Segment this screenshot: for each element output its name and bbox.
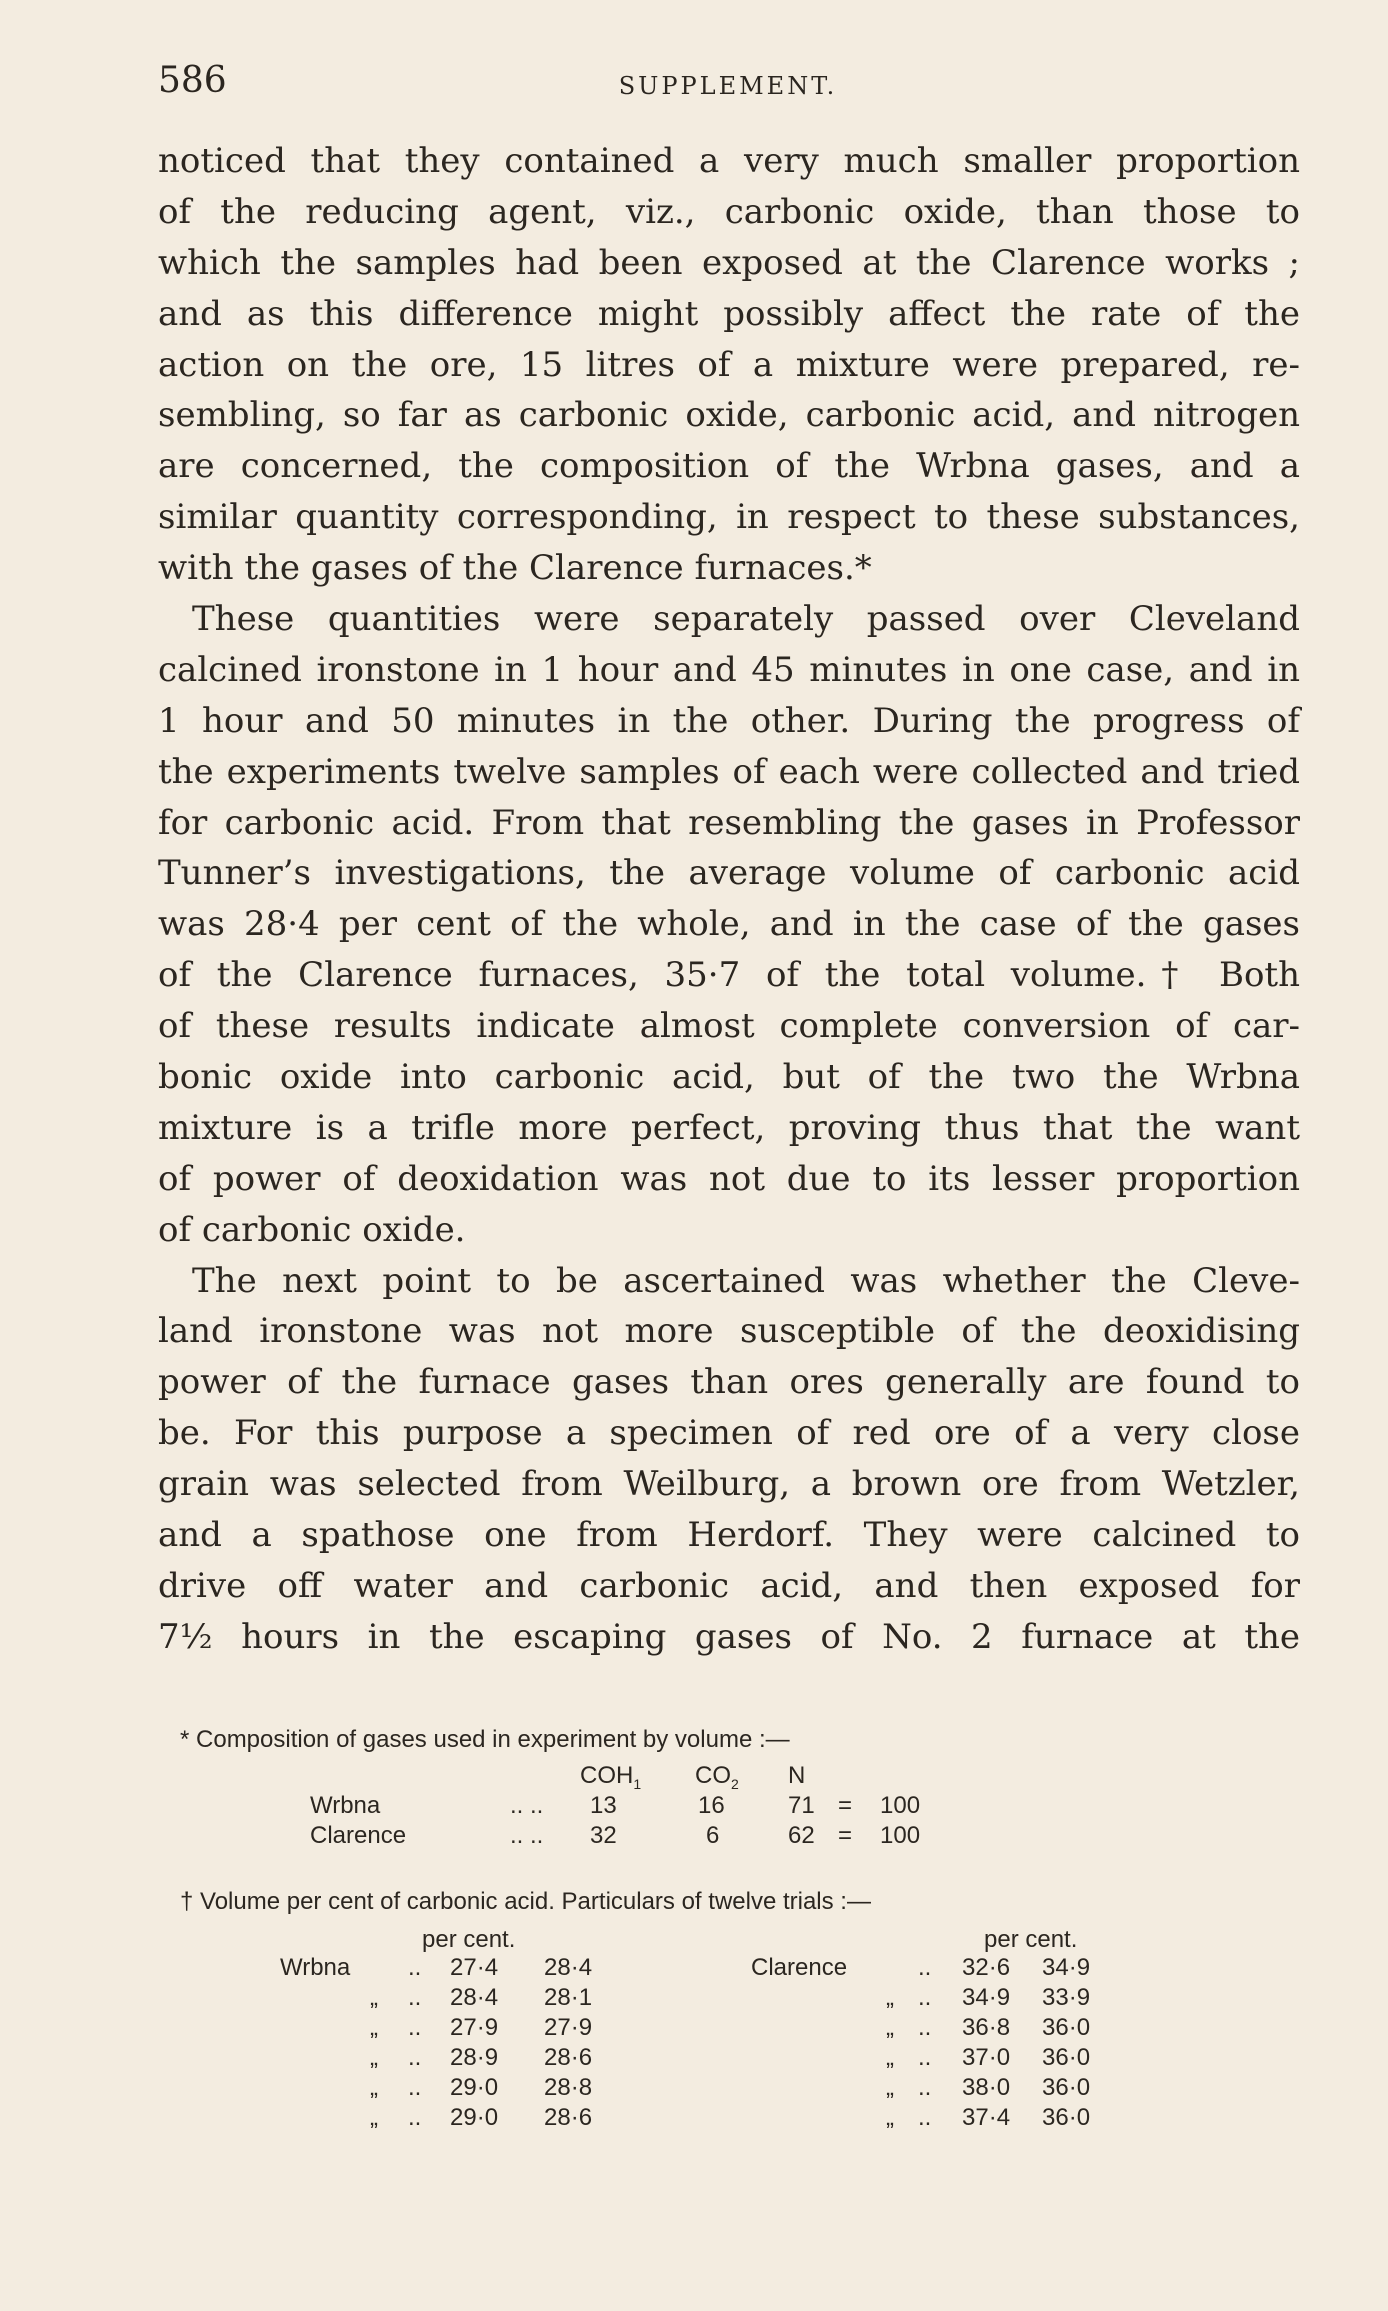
- row-label: Wrbna: [310, 1792, 381, 1819]
- text-line: power of the furnace gases than ores generally are found to: [158, 1362, 1300, 1403]
- left-label: „: [370, 1984, 378, 2011]
- body-text: [158, 136, 1300, 1663]
- text-line: noticed that they contained a very much smaller proportion: [158, 141, 1300, 181]
- row-dots: .. ..: [510, 1822, 544, 1849]
- wrbna-value-b: 28·8: [544, 2074, 593, 2101]
- left-label: „: [370, 2014, 378, 2041]
- left-label: „: [370, 2074, 378, 2101]
- clarence-value-c: 38·0: [962, 2074, 1011, 2101]
- text-line: action on the ore, 15 litres of a mixture were prepared, re-: [158, 344, 1300, 385]
- right-label: „: [886, 2104, 894, 2131]
- clarence-value-c: 34·9: [962, 1984, 1011, 2011]
- text-line: was 28·4 per cent of the whole, and in the case of the gases: [158, 904, 1300, 945]
- text-line: These quantities were separately passed over Cleveland: [192, 599, 1300, 640]
- wrbna-value-b: 27·9: [544, 2014, 593, 2041]
- header-co2-subscript: 2: [731, 1775, 739, 1792]
- text-line: land ironstone was not more susceptible of the deoxidising: [158, 1311, 1300, 1352]
- right-label: „: [886, 2074, 894, 2101]
- text-line: of these results indicate almost complete conversion of car-: [158, 1006, 1300, 1047]
- wrbna-value-b: 28·6: [544, 2044, 593, 2071]
- left-label: „: [370, 2044, 378, 2071]
- n-value: 62: [788, 1822, 815, 1849]
- right-label: „: [886, 2044, 894, 2071]
- text-line: grain was selected from Weilburg, a brown ore from Wetzler,: [158, 1464, 1300, 1505]
- footnote-trials-title: † Volume per cent of carbonic acid. Particulars of twelve trials :—: [180, 1888, 871, 1915]
- wrbna-value-a: 28·9: [450, 2044, 499, 2071]
- text-line: bonic oxide into carbonic acid, but of the two the Wrbna: [158, 1057, 1300, 1098]
- clarence-value-d: 36·0: [1042, 2014, 1091, 2041]
- right-dots: ..: [918, 2074, 932, 2101]
- clarence-value-d: 33·9: [1042, 1984, 1091, 2011]
- wrbna-value-a: 28·4: [450, 1984, 499, 2011]
- text-line: are concerned, the composition of the Wrbna gases, and a: [158, 446, 1300, 487]
- text-line: and as this difference might possibly affect the rate of the: [158, 293, 1300, 334]
- page-number: 586: [158, 60, 227, 101]
- wrbna-value-a: 27·9: [450, 2014, 499, 2041]
- row-dots: .. ..: [510, 1792, 544, 1819]
- trials-row: [310, 2043, 1310, 2073]
- text-line: 1 hour and 50 minutes in the other. During the progress of: [158, 700, 1300, 741]
- page-header: [158, 60, 1298, 110]
- left-dots: ..: [408, 2074, 422, 2101]
- text-line: calcined ironstone in 1 hour and 45 minutes in one case, and in: [158, 649, 1300, 690]
- running-head: SUPPLEMENT.: [618, 72, 838, 100]
- row-label: Clarence: [310, 1822, 407, 1849]
- text-line: and a spathose one from Herdorf. They were calcined to: [158, 1515, 1300, 1556]
- text-line: with the gases of the Clarence furnaces.*: [158, 548, 872, 589]
- composition-header-row: [380, 1761, 1280, 1791]
- trials-row: [310, 2013, 1310, 2043]
- wrbna-value-b: 28·6: [544, 2104, 593, 2131]
- n-value: 71: [788, 1792, 815, 1819]
- composition-row: [310, 1821, 1280, 1851]
- coh-value: 13: [590, 1792, 617, 1819]
- text-line: 7½ hours in the escaping gases of No. 2 furnace at the: [158, 1616, 1300, 1657]
- text-line: for carbonic acid. From that resembling the gases in Professor: [158, 802, 1300, 843]
- right-dots: ..: [918, 1984, 932, 2011]
- left-label: Wrbna: [280, 1954, 351, 1981]
- right-dots: ..: [918, 2104, 932, 2131]
- wrbna-value-b: 28·4: [544, 1954, 593, 1981]
- header-n: N: [788, 1762, 806, 1789]
- equals-sign: =: [838, 1822, 853, 1849]
- left-label: „: [370, 2104, 378, 2131]
- right-label: „: [886, 1984, 894, 2011]
- text-line: sembling, so far as carbonic oxide, carbonic acid, and nitrogen: [158, 395, 1300, 436]
- clarence-value-d: 36·0: [1042, 2074, 1091, 2101]
- text-line: The next point to be ascertained was whether the Cleve-: [192, 1260, 1300, 1301]
- left-dots: ..: [408, 1984, 422, 2011]
- right-label: Clarence: [751, 1954, 848, 1981]
- header-coh-text: COH: [580, 1762, 634, 1789]
- text-line: drive off water and carbonic acid, and then exposed for: [158, 1565, 1300, 1606]
- unit-left: per cent.: [422, 1926, 516, 1953]
- equals-sign: =: [838, 1792, 853, 1819]
- total-value: 100: [880, 1792, 921, 1819]
- text-line: mixture is a trifle more perfect, proving thus that the want: [158, 1107, 1300, 1148]
- trials-row: [310, 2073, 1310, 2103]
- co2-value: 6: [706, 1822, 720, 1849]
- clarence-value-d: 34·9: [1042, 1954, 1091, 1981]
- clarence-value-d: 36·0: [1042, 2104, 1091, 2131]
- wrbna-value-b: 28·1: [544, 1984, 593, 2011]
- right-dots: ..: [918, 2014, 932, 2041]
- trials-unit-row: [310, 1925, 1310, 1955]
- clarence-value-c: 32·6: [962, 1954, 1011, 1981]
- unit-right: per cent.: [984, 1926, 1078, 1953]
- left-dots: ..: [408, 2104, 422, 2131]
- text-line: of power of deoxidation was not due to its lesser proportion: [158, 1158, 1300, 1199]
- text-line: which the samples had been exposed at the Clarence works ;: [158, 242, 1300, 283]
- composition-row: [310, 1791, 1280, 1821]
- right-dots: ..: [918, 2044, 932, 2071]
- wrbna-value-a: 29·0: [450, 2104, 499, 2131]
- text-line: the experiments twelve samples of each were collected and tried: [158, 751, 1300, 792]
- header-coh-subscript: 1: [633, 1775, 642, 1792]
- clarence-value-c: 37·4: [962, 2104, 1011, 2131]
- header-co2-text: CO: [695, 1762, 731, 1789]
- trials-row: [280, 1953, 1310, 1983]
- left-dots: ..: [408, 2044, 422, 2071]
- left-dots: ..: [408, 1954, 422, 1981]
- right-label: „: [886, 2014, 894, 2041]
- clarence-value-c: 37·0: [962, 2044, 1011, 2071]
- text-line: similar quantity corresponding, in respect to these substances,: [158, 497, 1300, 538]
- text-line: of the reducing agent, viz., carbonic oxide, than those to: [158, 191, 1300, 232]
- wrbna-value-a: 29·0: [450, 2074, 499, 2101]
- left-dots: ..: [408, 2014, 422, 2041]
- clarence-value-c: 36·8: [962, 2014, 1011, 2041]
- footnote-composition-title: * Composition of gases used in experiment by volume :—: [180, 1726, 790, 1753]
- text-line: of the Clarence furnaces, 35·7 of the total volume.† Both: [158, 955, 1300, 996]
- co2-value: 16: [698, 1792, 725, 1819]
- clarence-value-d: 36·0: [1042, 2044, 1091, 2071]
- trials-row: [310, 1983, 1310, 2013]
- wrbna-value-a: 27·4: [450, 1954, 499, 1981]
- right-dots: ..: [918, 1954, 932, 1981]
- text-line: Tunner’s investigations, the average volume of carbonic acid: [158, 853, 1300, 894]
- total-value: 100: [880, 1822, 921, 1849]
- text-line: of carbonic oxide.: [158, 1209, 466, 1250]
- trials-row: [310, 2103, 1310, 2133]
- coh-value: 32: [590, 1822, 617, 1849]
- text-line: be. For this purpose a specimen of red ore of a very close: [158, 1413, 1300, 1454]
